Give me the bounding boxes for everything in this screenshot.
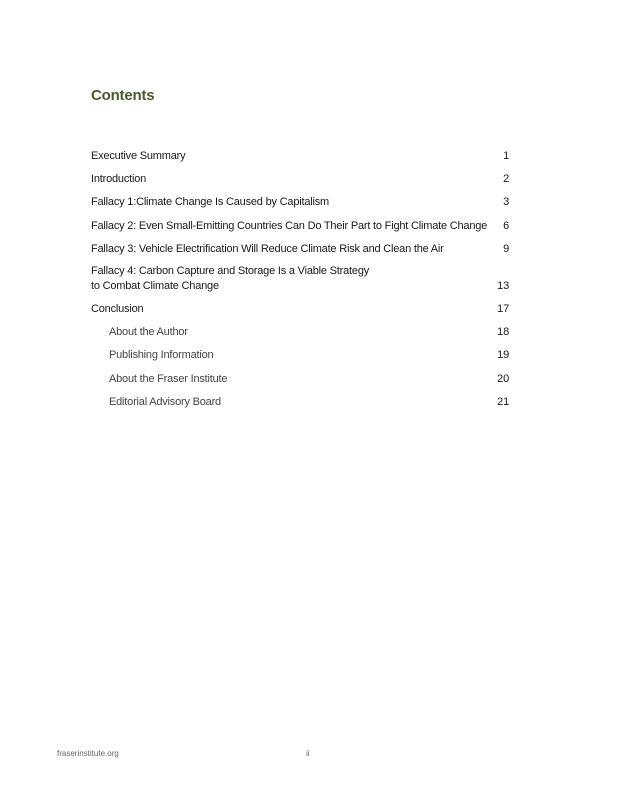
- toc-entry-label-line-1: Fallacy 4: Carbon Capture and Storage Is a Viable Strategy: [91, 265, 370, 277]
- toc-entry-label: Executive Summary: [91, 150, 186, 162]
- toc-entry-page: 3: [503, 196, 509, 208]
- page-title: Contents: [91, 87, 155, 104]
- toc-entry-label-line-2: to Combat Climate Change: [91, 280, 219, 292]
- footer-website: fraserinstitute.org: [57, 749, 119, 758]
- toc-entry-page: 18: [497, 326, 509, 338]
- toc-entry-label: Publishing Information: [109, 349, 214, 361]
- toc-entry-label: About the Author: [109, 326, 188, 338]
- toc-entry-label: Introduction: [91, 173, 147, 185]
- toc-entry-page: 21: [497, 396, 509, 408]
- toc-entry-label: Fallacy 3: Vehicle Electrification Will Reduce Climate Risk and Clean the Air: [91, 243, 444, 255]
- toc-entry-page: 6: [503, 220, 509, 232]
- toc-entry-page: 2: [503, 173, 509, 185]
- toc-entry-page: 17: [497, 303, 509, 315]
- toc-entry-label: About the Fraser Institute: [109, 373, 228, 385]
- toc-entry-page: 13: [497, 280, 509, 292]
- toc-entry-label: Conclusion: [91, 303, 144, 315]
- toc-entry-page: 1: [503, 150, 509, 162]
- toc-entry-fallacy-4[interactable]: [91, 264, 509, 294]
- toc-entry-label: Fallacy 1:Climate Change Is Caused by Capitalism: [91, 196, 330, 208]
- toc-entry-page: 9: [503, 243, 509, 255]
- toc-entry-label: Editorial Advisory Board: [109, 396, 221, 408]
- toc-entry-label: Fallacy 2: Even Small-Emitting Countries Can Do Their Part to Fight Climate Change: [91, 220, 488, 232]
- footer-page-number: ii: [306, 749, 310, 758]
- toc-entry-page: 19: [497, 349, 509, 361]
- toc-entry-page: 20: [497, 373, 509, 385]
